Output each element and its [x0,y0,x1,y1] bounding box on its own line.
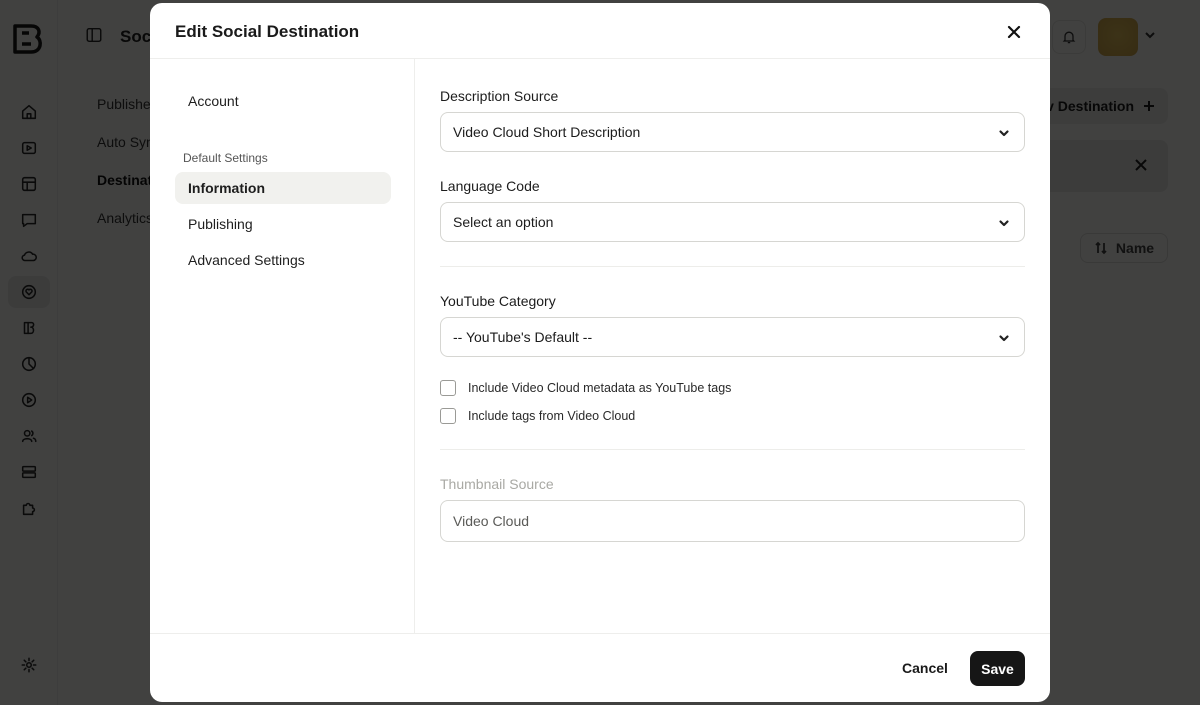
description-source-select[interactable] [440,112,1025,152]
modal-title: Edit Social Destination [175,22,360,41]
thumbnail-source-field [440,500,1025,542]
close-icon [1007,25,1021,39]
modal-close-button[interactable] [1002,20,1026,44]
thumbnail-source-value: Video Cloud [453,513,530,529]
youtube-category-select[interactable] [440,317,1025,357]
modal-form [415,59,1050,633]
cancel-button[interactable]: Cancel [902,660,948,676]
youtube-category-value: -- YouTube's Default -- [453,329,593,345]
checkbox-row-metadata-tags[interactable] [440,380,731,396]
nav-item-advanced-settings[interactable]: Advanced Settings [188,252,305,268]
language-code-label: Language Code [440,178,540,194]
modal-nav [150,59,415,633]
thumbnail-source-label: Thumbnail Source [440,476,554,492]
nav-item-account[interactable]: Account [188,93,239,109]
chevron-down-icon [998,216,1010,228]
description-source-label: Description Source [440,88,559,104]
chevron-down-icon [998,331,1010,343]
checkbox-row-video-cloud-tags[interactable] [440,408,635,424]
language-code-value: Select an option [453,214,554,230]
metadata-tags-label: Include Video Cloud metadata as YouTube tags [468,381,732,395]
description-source-value: Video Cloud Short Description [453,124,641,140]
divider [440,449,1025,450]
nav-item-publishing[interactable]: Publishing [188,216,253,232]
nav-item-information[interactable]: Information [175,172,391,204]
metadata-tags-checkbox[interactable] [440,380,456,396]
modal-header [150,3,1050,59]
save-button[interactable]: Save [970,651,1025,686]
divider [440,266,1025,267]
video-cloud-tags-label: Include tags from Video Cloud [468,409,636,423]
language-code-select[interactable] [440,202,1025,242]
edit-social-destination-modal [150,3,1050,702]
chevron-down-icon [998,126,1010,138]
youtube-category-label: YouTube Category [440,293,556,309]
modal-footer [150,633,1050,702]
nav-group-default-settings: Default Settings [183,151,268,165]
video-cloud-tags-checkbox[interactable] [440,408,456,424]
